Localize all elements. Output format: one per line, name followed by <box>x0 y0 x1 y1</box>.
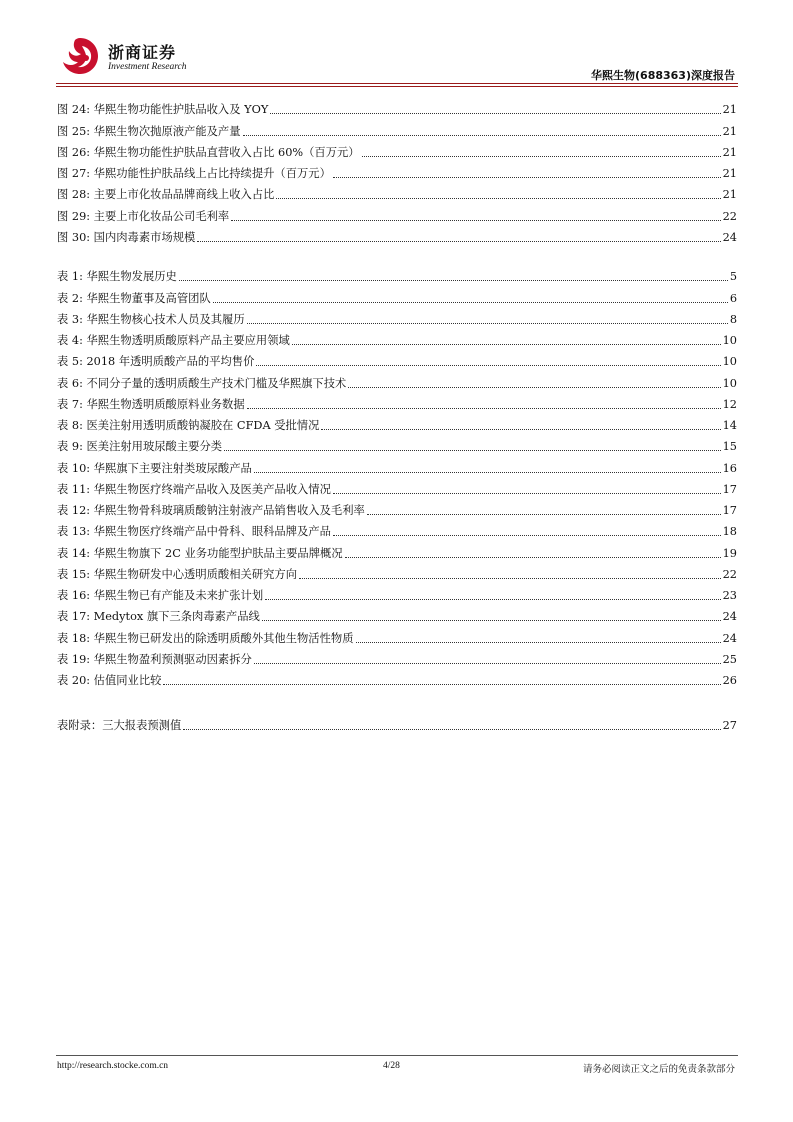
toc-leader-dots <box>254 472 721 473</box>
toc-entry-page: 21 <box>722 145 737 159</box>
header-divider-thin <box>56 86 738 87</box>
toc-entry-label: 表 11: 华熙生物医疗终端产品收入及医美产品收入情况 <box>57 482 331 496</box>
toc-entry-page: 26 <box>722 674 737 687</box>
table-index-list <box>57 263 737 688</box>
footer-divider <box>56 1055 738 1056</box>
toc-entry[interactable] <box>57 369 737 390</box>
brand-name-en: Investment Research <box>108 62 187 72</box>
toc-leader-dots <box>299 578 721 579</box>
toc-leader-dots <box>348 387 720 388</box>
toc-leader-dots <box>247 408 721 409</box>
toc-entry[interactable] <box>57 624 737 645</box>
toc-entry-page: 14 <box>722 419 737 432</box>
toc-entry-page: 12 <box>722 397 737 411</box>
toc-entry-label: 图 26: 华熙生物功能性护肤品直营收入占比 60%（百万元） <box>57 145 360 159</box>
toc-entry-label: 图 25: 华熙生物次抛原液产能及产量 <box>57 124 241 138</box>
toc-leader-dots <box>213 302 728 303</box>
toc-entry-page: 27 <box>722 719 737 733</box>
toc-entry-label: 表 2: 华熙生物董事及高管团队 <box>57 291 211 305</box>
toc-entry-page: 21 <box>722 124 737 138</box>
toc-entry-label: 表 14: 华熙生物旗下 2C 业务功能型护肤品主要品牌概况 <box>57 546 343 560</box>
toc-entry-label: 表 1: 华熙生物发展历史 <box>57 270 177 284</box>
toc-entry-label: 表 20: 估值同业比较 <box>57 674 162 687</box>
toc-entry[interactable] <box>57 539 737 560</box>
toc-entry-label: 表附录：三大报表预测值 <box>57 719 182 733</box>
toc-entry-label: 表 5: 2018 年透明质酸产品的平均售价 <box>57 355 255 369</box>
toc-leader-dots <box>183 729 720 730</box>
toc-entry-page: 21 <box>722 167 737 180</box>
toc-entry-label: 图 28: 主要上市化妆品品牌商线上收入占比 <box>57 188 275 202</box>
appendix-index-list <box>57 712 737 733</box>
brand-logo-icon <box>60 36 100 76</box>
toc-entry-page: 5 <box>729 270 737 284</box>
toc-entry-page: 10 <box>722 334 737 347</box>
toc-entry-label: 表 19: 华熙生物盈利预测驱动因素拆分 <box>57 652 252 666</box>
toc-entry-page: 24 <box>722 610 737 624</box>
toc-leader-dots <box>197 241 720 242</box>
toc-entry[interactable] <box>57 160 737 181</box>
toc-entry[interactable] <box>57 518 737 539</box>
toc-entry[interactable] <box>57 181 737 202</box>
toc-entry[interactable] <box>57 284 737 305</box>
toc-leader-dots <box>367 514 721 515</box>
toc-entry[interactable] <box>57 603 737 624</box>
toc-entry-label: 表 6: 不同分子量的透明质酸生产技术门槛及华熙旗下技术 <box>57 376 347 390</box>
toc-entry[interactable] <box>57 139 737 160</box>
toc-entry[interactable] <box>57 263 737 284</box>
toc-entry-label: 图 30: 国内肉毒素市场规模 <box>57 230 196 244</box>
toc-leader-dots <box>356 642 721 643</box>
toc-leader-dots <box>333 493 721 494</box>
toc-entry-page: 6 <box>729 291 737 305</box>
toc-entry[interactable] <box>57 433 737 454</box>
toc-entry-page: 23 <box>722 589 737 602</box>
toc-leader-dots <box>231 220 720 221</box>
toc-leader-dots <box>362 156 721 157</box>
toc-entry-page: 16 <box>722 461 737 475</box>
toc-entry-label: 图 27: 华熙功能性护肤品线上占比持续提升（百万元） <box>57 167 331 180</box>
toc-entry-page: 8 <box>729 312 737 326</box>
toc-leader-dots <box>270 113 720 114</box>
toc-leader-dots <box>333 177 721 178</box>
toc-entry-label: 图 29: 主要上市化妆品公司毛利率 <box>57 209 230 223</box>
toc-entry-label: 表 7: 华熙生物透明质酸原料业务数据 <box>57 397 245 411</box>
toc-entry-label: 表 12: 华熙生物骨科玻璃质酸钠注射液产品销售收入及毛利率 <box>57 504 365 517</box>
toc-entry-label: 表 17: Medytox 旗下三条肉毒素产品线 <box>57 610 260 624</box>
toc-leader-dots <box>292 344 721 345</box>
toc-entry-page: 10 <box>722 376 737 390</box>
toc-entry-label: 表 10: 华熙旗下主要注射类玻尿酸产品 <box>57 461 252 475</box>
toc-leader-dots <box>333 535 721 536</box>
toc-entry-page: 17 <box>722 504 737 517</box>
toc-leader-dots <box>265 599 721 600</box>
toc-entry[interactable] <box>57 202 737 223</box>
toc-entry[interactable] <box>57 306 737 327</box>
figure-index-list <box>57 96 737 245</box>
toc-entry[interactable] <box>57 497 737 518</box>
toc-entry-label: 表 15: 华熙生物研发中心透明质酸相关研究方向 <box>57 567 298 581</box>
toc-entry-label: 表 9: 医美注射用玻尿酸主要分类 <box>57 440 223 454</box>
toc-entry[interactable] <box>57 712 737 733</box>
page-number: 4/28 <box>383 1061 400 1071</box>
toc-entry-page: 18 <box>722 525 737 539</box>
footer-disclaimer: 请务必阅读正文之后的免责条款部分 <box>582 1064 735 1075</box>
toc-entry-label: 表 13: 华熙生物医疗终端产品中骨科、眼科品牌及产品 <box>57 525 331 539</box>
toc-leader-dots <box>321 429 720 430</box>
toc-entry-page: 19 <box>722 546 737 560</box>
toc-entry-page: 15 <box>722 440 737 454</box>
toc-entry-page: 21 <box>722 188 737 202</box>
toc-entry-page: 22 <box>722 567 737 581</box>
toc-entry[interactable] <box>57 412 737 433</box>
toc-entry-label: 表 8: 医美注射用透明质酸钠凝胶在 CFDA 受批情况 <box>57 419 320 432</box>
toc-entry[interactable] <box>57 96 737 117</box>
toc-entry[interactable] <box>57 561 737 582</box>
toc-entry-page: 25 <box>722 652 737 666</box>
toc-entry-label: 表 4: 华熙生物透明质酸原料产品主要应用领域 <box>57 334 290 347</box>
toc-entry-label: 表 3: 华熙生物核心技术人员及其履历 <box>57 312 245 326</box>
toc-entry[interactable] <box>57 117 737 138</box>
toc-leader-dots <box>224 450 721 451</box>
header-divider <box>56 83 738 84</box>
toc-entry[interactable] <box>57 582 737 603</box>
toc-entry[interactable] <box>57 667 737 688</box>
toc-entry[interactable] <box>57 476 737 497</box>
toc-leader-dots <box>254 663 721 664</box>
toc-entry[interactable] <box>57 646 737 667</box>
toc-entry[interactable] <box>57 391 737 412</box>
toc-entry-label: 表 16: 华熙生物已有产能及未来扩张计划 <box>57 589 264 602</box>
toc-leader-dots <box>256 365 720 366</box>
toc-leader-dots <box>276 198 720 199</box>
toc-entry-page: 10 <box>722 355 737 369</box>
toc-entry-page: 24 <box>722 230 737 244</box>
toc-entry-page: 21 <box>722 103 737 117</box>
footer-url[interactable]: http://research.stocke.com.cn <box>57 1061 169 1071</box>
brand-name-cn: 浙商证券 <box>108 43 177 62</box>
toc-leader-dots <box>247 323 728 324</box>
toc-entry[interactable] <box>57 454 737 475</box>
toc-entry-label: 表 18: 华熙生物已研发出的除透明质酸外其他生物活性物质 <box>57 631 354 645</box>
toc-leader-dots <box>179 280 728 281</box>
toc-entry-page: 17 <box>722 482 737 496</box>
toc-entry[interactable] <box>57 348 737 369</box>
toc-leader-dots <box>243 135 721 136</box>
toc-entry[interactable] <box>57 224 737 245</box>
toc-leader-dots <box>345 557 721 558</box>
toc-entry[interactable] <box>57 327 737 348</box>
toc-entry-page: 24 <box>722 631 737 645</box>
toc-entry-page: 22 <box>722 209 737 223</box>
toc-entry-label: 图 24: 华熙生物功能性护肤品收入及 YOY <box>57 103 269 117</box>
toc-leader-dots <box>262 620 721 621</box>
page-header <box>0 0 793 90</box>
report-title: 华熙生物(688363)深度报告 <box>591 69 735 82</box>
toc-leader-dots <box>163 684 720 685</box>
